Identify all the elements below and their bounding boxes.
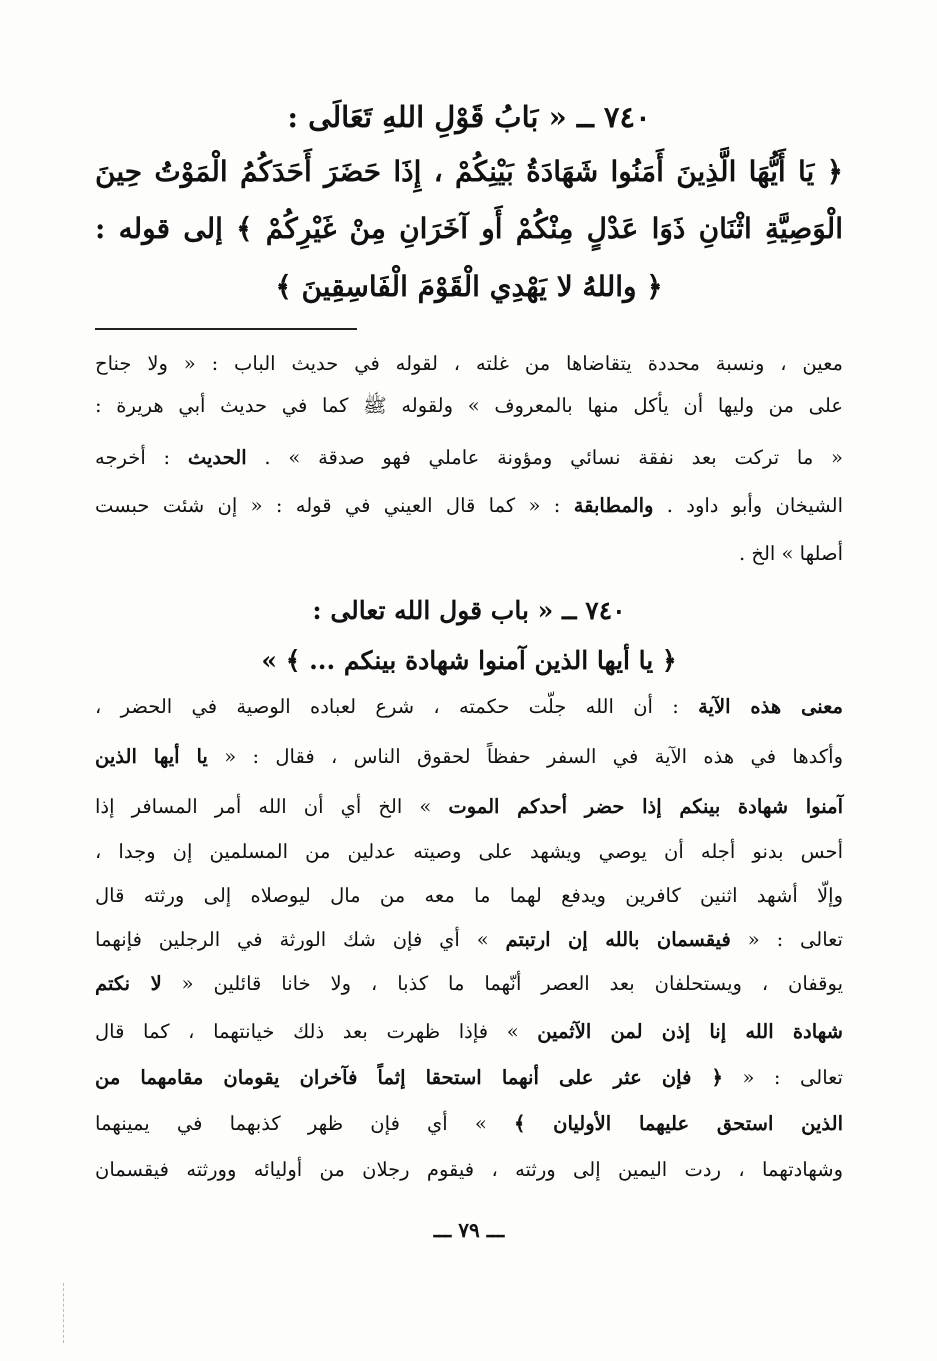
footnote-line-3 (95, 446, 843, 469)
body-keyword: شهادة الله إنا إذن لمن الآثمين (537, 1020, 843, 1043)
section-verse-heading: ﴿ يا أيها الذين آمنوا شهادة بينكم ... ﴾ » (261, 646, 677, 675)
footnote-text: « ما تركت بعد نفقة نسائي ومؤونة عاملي فهو صدقة » . (246, 446, 843, 469)
chapter-heading: ٧٤٠ ــ « بَابُ قَوْلِ اللهِ تَعَالَى : (287, 100, 651, 134)
footnote-line-2: على من وليها أن يأكل منها بالمعروف » ولقوله ﷺ كما في حديث أبي هريرة : (95, 394, 843, 417)
body-keyword: الذين استحق عليهما الأوليان ﴾ (513, 1112, 843, 1135)
body-line-5: وإلّا أشهد اثنين كافرين ويدفع لهما ما معه من مال ليوصلاه إلى ورثته قال (95, 884, 843, 907)
body-text: تعالى : « (722, 1066, 843, 1089)
body-line-6 (95, 928, 843, 951)
body-line-8 (95, 1020, 843, 1043)
footnote-keyword: الحديث (187, 446, 247, 469)
body-keyword: فيقسمان بالله إن ارتبتم (505, 928, 731, 951)
footnote-text: : « كما قال العيني في قوله : « إن شئت حبست (95, 494, 574, 517)
verse-line-1: ﴿ يَا أَيُّهَا الَّذِينَ أَمَنُوا شَهَادَةُ بَيْنِكُمْ ، إِذَا حَضَرَ أَحَدَكُمُ الْمَوْتُ حِينَ (95, 155, 843, 188)
body-keyword: آمنوا شهادة بينكم إذا حضر أحدكم الموت (448, 795, 843, 818)
footnote-line-4 (95, 494, 843, 517)
book-page (95, 0, 843, 1361)
body-text: : أن الله جلّت حكمته ، شرع لعباده الوصية في الحضر ، (95, 695, 699, 718)
body-keyword: يا أيها الذين (95, 745, 208, 768)
body-line-10 (95, 1112, 843, 1135)
body-text: وأكدها في هذه الآية في السفر حفظاً لحقوق الناس ، فقال : « (207, 745, 843, 768)
body-line-2 (95, 745, 843, 768)
section-heading: ٧٤٠ ــ « باب قول الله تعالى : (312, 596, 626, 625)
body-line-9 (95, 1066, 843, 1089)
body-keyword: لا نكتم (95, 972, 162, 995)
body-line-7 (95, 972, 843, 995)
body-text: » أي فإن شك الورثة في الرجلين فإنهما (95, 928, 506, 951)
body-text: » فإذا ظهرت بعد ذلك خيانتهما ، كما قال (95, 1020, 538, 1043)
body-text: تعالى : « (730, 928, 843, 951)
page-number: ـــ ٧٩ ـــ (433, 1218, 505, 1242)
body-line-1 (95, 695, 843, 718)
verse-line-3: ﴿ واللهُ لا يَهْدِي الْقَوْمَ الْفَاسِقِينَ ﴾ (275, 270, 663, 303)
footnote-line-1: معين ، ونسبة محددة يتقاضاها من غلته ، لقوله في حديث الباب : « ولا جناح (95, 352, 843, 375)
body-line-11: وشهادتهما ، ردت اليمين إلى ورثته ، فيقوم رجلان من أوليائه وورثته فيقسمان (95, 1158, 843, 1181)
footnote-text: : أخرجه (95, 446, 188, 469)
body-text: » أي فإن ظهر كذبهما في يمينهما (95, 1112, 514, 1135)
footnote-line-5: أصلها » الخ . (738, 542, 843, 565)
footnote-keyword: والمطابقة (573, 494, 654, 517)
footnote-text: الشيخان وأبو داود . (653, 494, 843, 517)
verse-line-2: الْوَصِيَّةِ اثْنَانِ ذَوَا عَدْلٍ مِنْكُمْ أَو آخَرَانِ مِنْ غَيْرِكُمْ ﴾ إلى قوله : (95, 212, 843, 245)
body-keyword: معنى هذه الآية (698, 695, 844, 718)
body-text: » الخ أي أن الله أمر المسافر إذا (95, 795, 449, 818)
footnote-separator (95, 328, 357, 330)
body-line-3 (95, 795, 843, 818)
scan-margin-mark (63, 1283, 64, 1343)
body-line-4: أحس بدنو أجله أن يوصي ويشهد على وصيته عدلين من المسلمين إن وجدا ، (95, 840, 843, 863)
body-keyword: ﴿ فإن عثر على أنهما استحقا إثماً فآخران يقومان مقامهما من (95, 1066, 723, 1089)
body-text: يوقفان ، ويستحلفان بعد العصر أنّهما ما كذبا ، ولا خانا قائلين « (161, 972, 844, 995)
